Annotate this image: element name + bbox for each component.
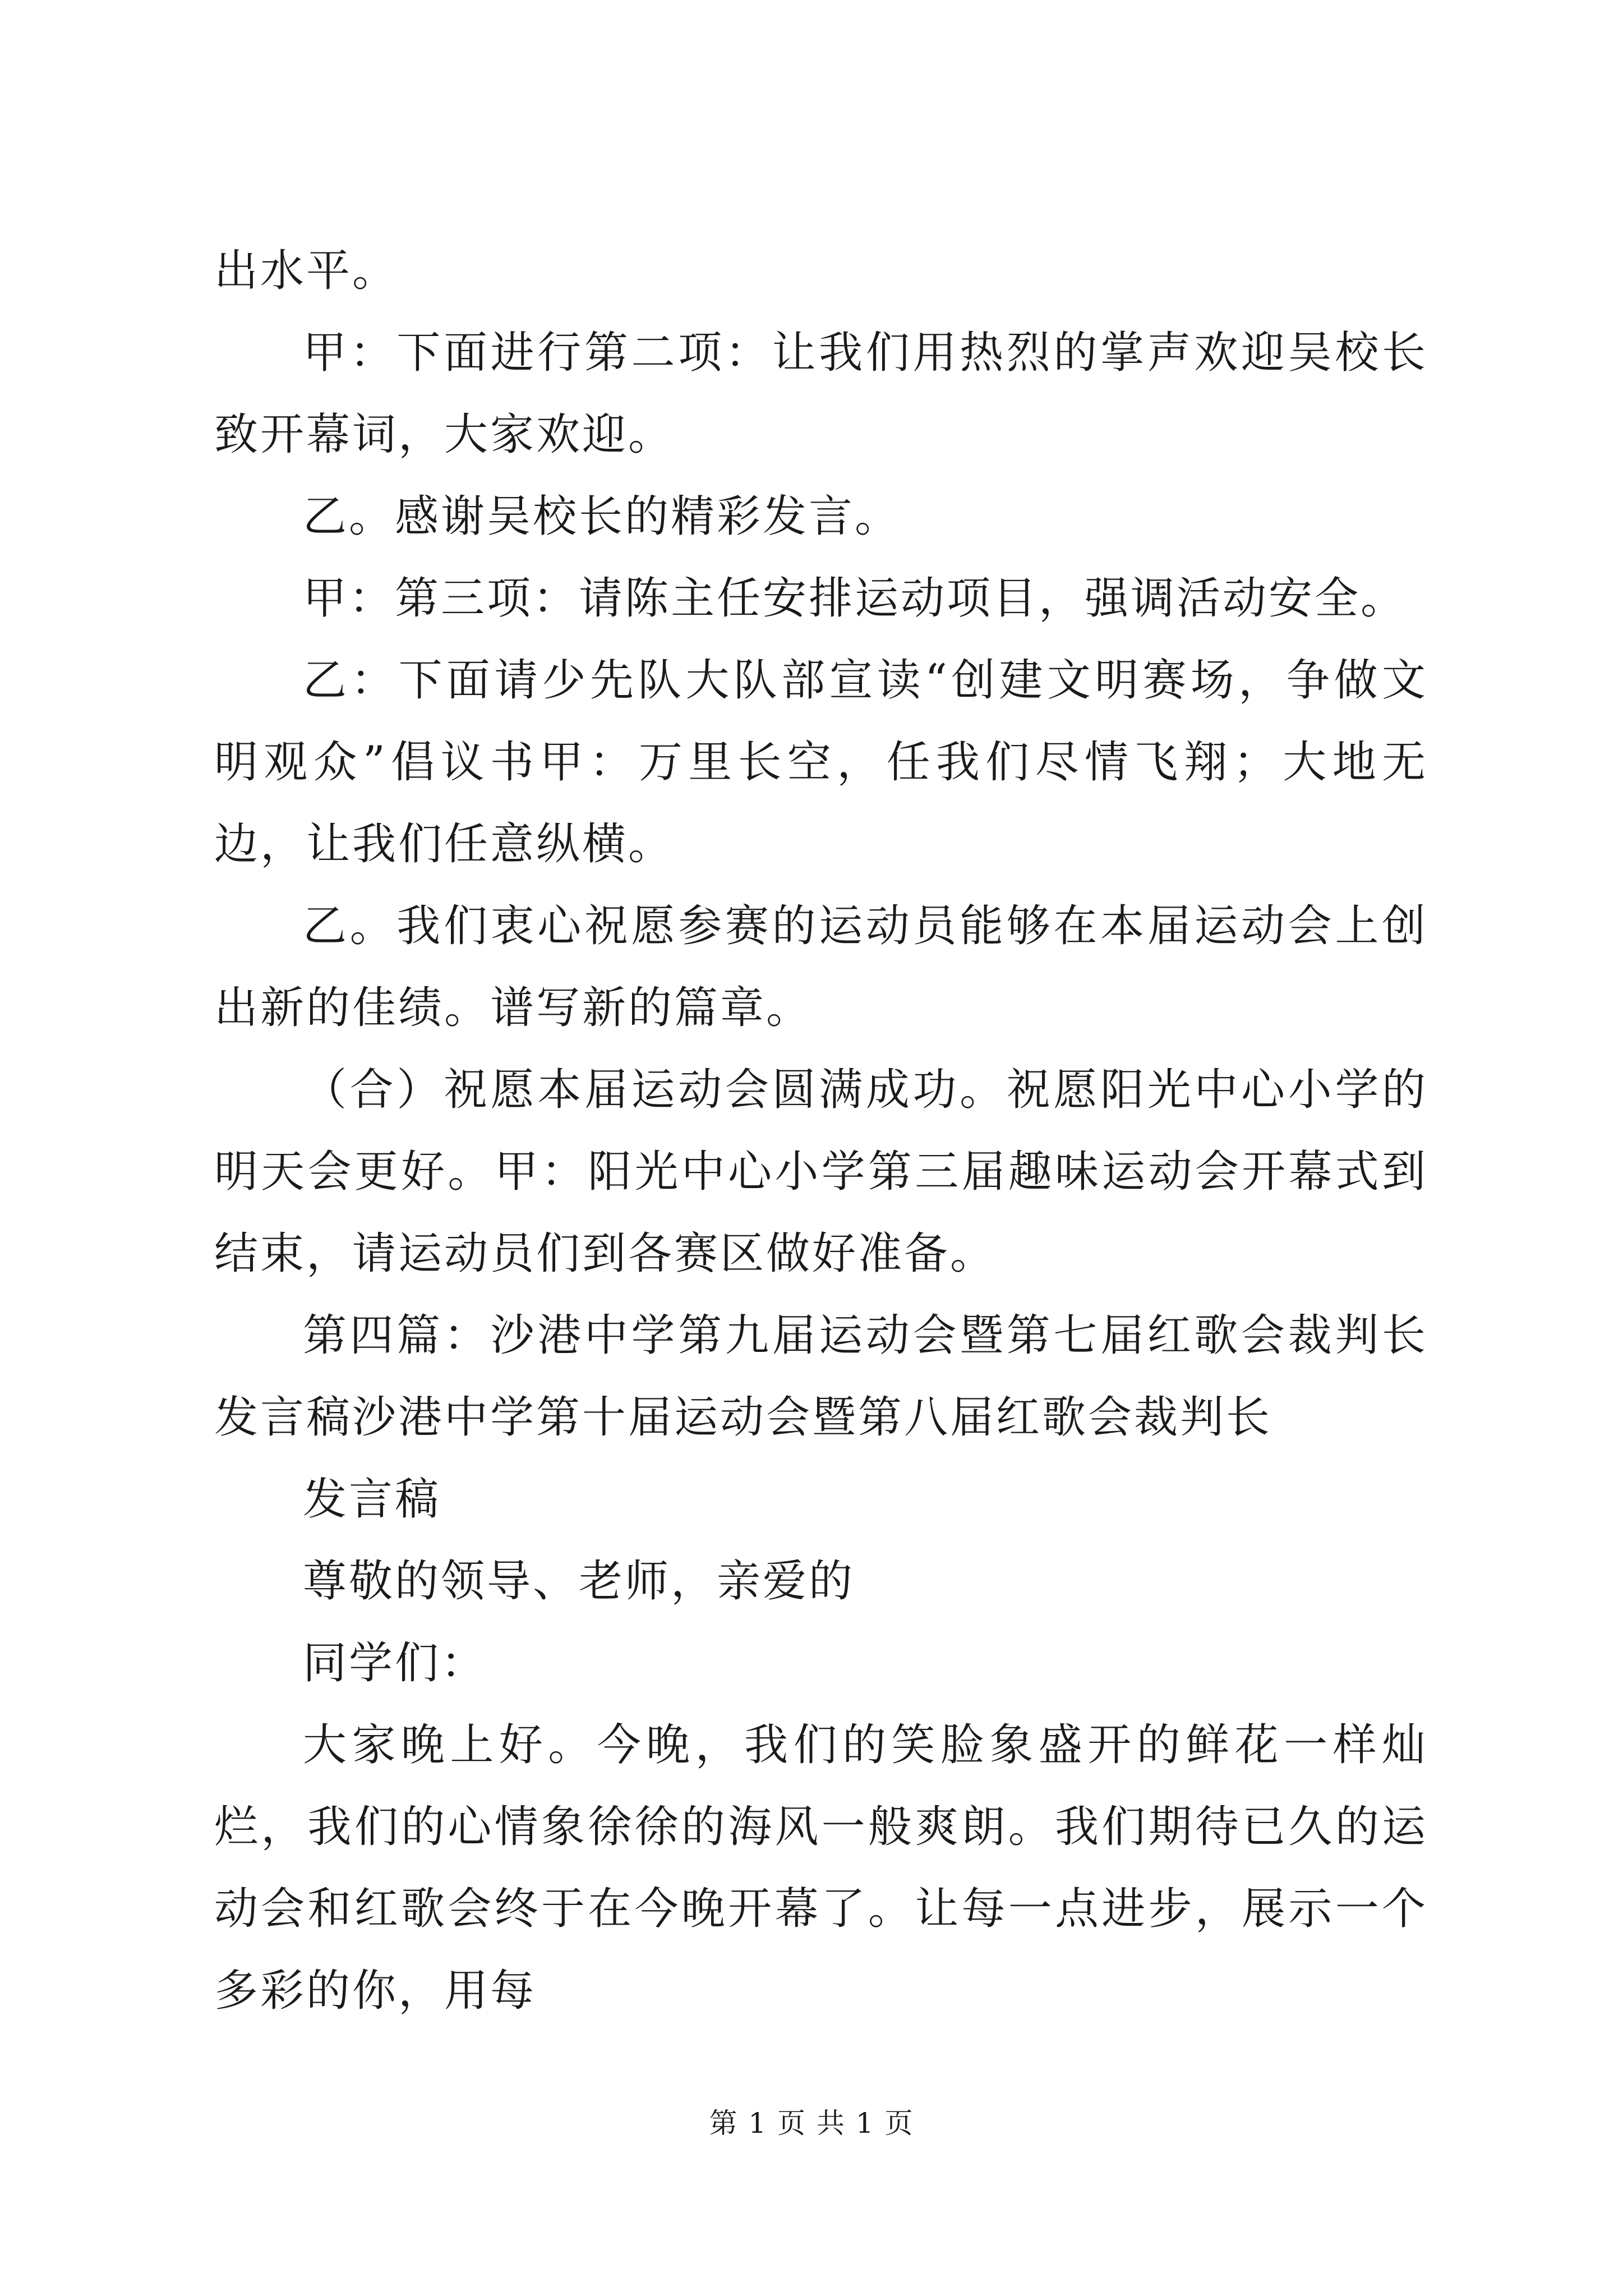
paragraph: 乙。我们衷心祝愿参赛的运动员能够在本届运动会上创出新的佳绩。谱写新的篇章。 (214, 901, 1428, 1033)
paragraph: 乙：下面请少先队大队部宣读“创建文明赛场，争做文明观众”倡议书甲：万里长空，任我们尽情飞翔；大地无边，让我们任意纵横。 (214, 655, 1428, 869)
paragraph: 大家晚上好。今晚，我们的笑脸象盛开的鲜花一样灿烂，我们的心情象徐徐的海风一般爽朗。我们期待已久的运动会和红歌会终于在今晚开幕了。让每一点进步，展示一个多彩的你，用每 (214, 1720, 1428, 2016)
paragraph: 同学们： (303, 1638, 487, 1688)
paragraph: 出水平。 (214, 246, 399, 296)
paragraph: （合）祝愿本届运动会圆满成功。祝愿阳光中心小学的明天会更好。甲：阳光中心小学第三届趣味运动会开幕式到结束，请运动员们到各赛区做好准备。 (214, 1065, 1428, 1279)
paragraph: 发言稿 (303, 1474, 441, 1525)
paragraph: 甲：第三项：请陈主任安排运动项目，强调活动安全。 (303, 573, 1407, 624)
paragraph: 尊敬的领导、老师，亲爱的 (303, 1556, 855, 1607)
paragraph: 乙。感谢吴校长的精彩发言。 (303, 491, 901, 542)
paragraph: 第四篇：沙港中学第九届运动会暨第七届红歌会裁判长发言稿沙港中学第十届运动会暨第八届红歌会裁判长 (214, 1310, 1428, 1443)
document-body (214, 230, 1428, 2032)
page-footer: 第 1 页 共 1 页 (709, 2107, 914, 2139)
paragraph: 甲：下面进行第二项：让我们用热烈的掌声欢迎吴校长致开幕词，大家欢迎。 (214, 328, 1428, 460)
